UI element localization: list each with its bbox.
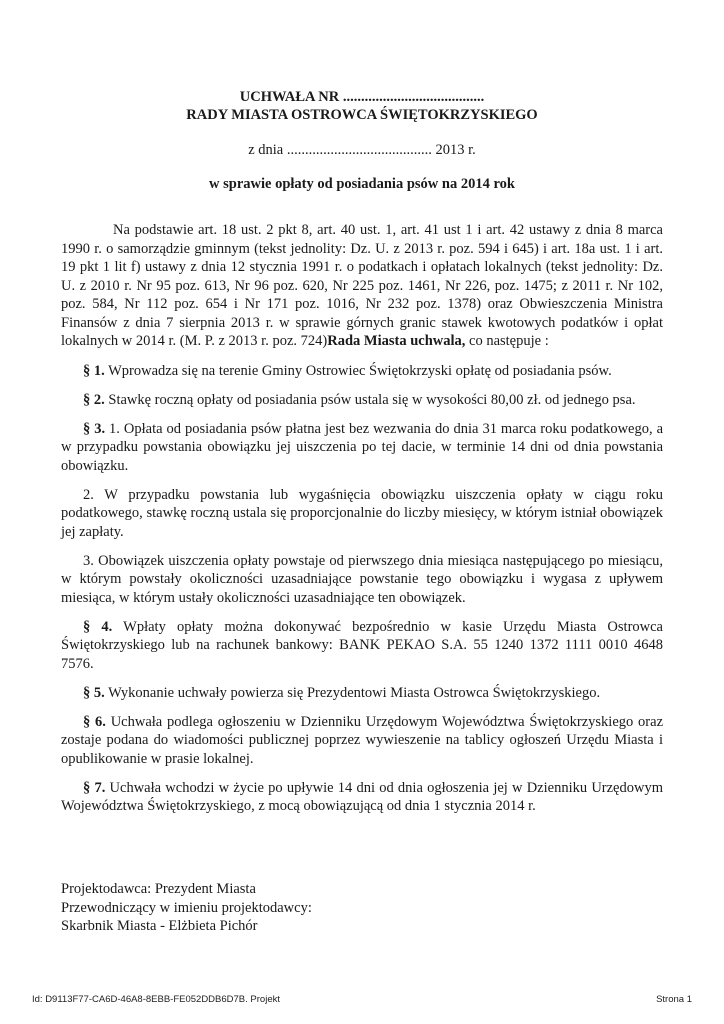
signature-line-chair: Przewodniczący w imieniu projektodawcy: (61, 899, 312, 916)
section-3-point-3 (61, 552, 663, 608)
section-label: § 3. (83, 420, 106, 437)
council-resolves-text: Rada Miasta uchwala, (327, 333, 466, 349)
section-label: § 4. (83, 618, 113, 635)
resolution-date: z dnia ........................................ 2013 r. (248, 142, 476, 158)
resolution-subject: w sprawie opłaty od posiadania psów na 2014 rok (209, 176, 515, 192)
intro-tail-text: co następuje : (465, 333, 549, 349)
council-name-title: RADY MIASTA OSTROWCA ŚWIĘTOKRZYSKIEGO (186, 107, 538, 123)
document-id-footer: Id: D9113F77-CA6D-46A8-8EBB-FE052DDB6D7B. Projekt (32, 994, 280, 1005)
section-2 (61, 391, 663, 410)
section-3-point-1 (61, 420, 663, 476)
section-text: Wykonanie uchwały powierza się Prezydentowi Miasta Ostrowca Świętokrzyskiego. (104, 684, 601, 701)
section-4 (61, 618, 663, 674)
section-text: 1. Opłata od posiadania psów płatna jest bez wezwania do dnia 31 marca roku podatkowego, a w przypadku powstania obowiązku jej uiszczenia po tej dacie, w terminie 14 dni od dnia powstania obowiązku. (61, 420, 664, 474)
section-1 (61, 362, 663, 381)
section-label: § 1. (83, 362, 105, 379)
signature-line-treasurer: Skarbnik Miasta - Elżbieta Pichór (61, 918, 258, 934)
section-5 (61, 684, 663, 703)
legal-basis-text: Na podstawie art. 18 ust. 2 pkt 8, art. 40 ust. 1, art. 41 ust 1 i art. 42 ustawy z dnia 8 marca 1990 r. o samorządzie gminnym (tekst jednolity: Dz. U. z 2013 r. poz. 594 i 645) i art. 18a ust. 1 i art. 19 pkt 1 lit f) ustawy z dnia 12 stycznia 1991 r. o podatkach i opłatach lokalnych (tekst jednolity: Dz. U. z 2010 r. Nr 95 poz. 613, Nr 96 poz. 620, Nr 225 poz. 1461, Nr 226, poz. 1475; z 2011 r. Nr 102, poz. 584, Nr 112 poz. 654 i Nr 171 poz. 1016, Nr 232 poz. 1378) oraz Obwieszczenia Ministra Finansów z dnia 7 sierpnia 2013 r. w sprawie górnych granic stawek kwotowych podatków i opłat lokalnych w 2014 r. (M. P. z 2013 r. poz. 724) (61, 222, 663, 349)
section-text: Uchwała wchodzi w życie po upływie 14 dni od dnia ogłoszenia jej w Dzienniku Urzędowym Województwa Świętokrzyskiego, z mocą obowiązującą od dnia 1 stycznia 2014 r. (61, 779, 663, 814)
section-text: 2. W przypadku powstania lub wygaśnięcia obowiązku uiszczenia opłaty w ciągu roku podatkowego, stawkę roczną ustala się proporcjonalnie do liczby miesięcy, w którym istniał obowiązek jej zapłaty. (61, 486, 663, 540)
legal-basis-paragraph (61, 221, 663, 351)
resolution-body (61, 221, 663, 826)
section-label: § 6. (83, 713, 106, 730)
resolution-number-title: UCHWAŁA NR ....................................... (239, 89, 485, 105)
section-text: Stawkę roczną opłaty od posiadania psów ustala się w wysokości 80,00 zł. od jednego psa. (104, 391, 636, 408)
section-text: 3. Obowiązek uiszczenia opłaty powstaje od pierwszego dnia miesiąca następującego po miesiącu, w którym powstały okoliczności uzasadniające powstanie tego obowiązku i wygasa z upływem miesiąca, w którym ustały okoliczności uzasadniające ten obowiązek. (61, 552, 663, 606)
section-7 (61, 779, 663, 816)
section-6 (61, 713, 663, 769)
signature-block (61, 880, 561, 936)
signature-line-proposer: Projektodawca: Prezydent Miasta (61, 881, 256, 897)
page-number-footer: Strona 1 (656, 994, 692, 1005)
section-text: Uchwała podlega ogłoszeniu w Dzienniku Urzędowym Województwa Świętokrzyskiego oraz zostaje podana do wiadomości publicznej poprzez wywieszenie na tablicy ogłoszeń Urzędu Miasta i opublikowanie w prasie lokalnej. (61, 713, 664, 767)
section-label: § 2. (83, 391, 105, 408)
section-label: § 7. (83, 779, 106, 796)
section-text: Wprowadza się na terenie Gminy Ostrowiec Świętokrzyski opłatę od posiadania psów. (104, 362, 612, 379)
section-label: § 5. (83, 684, 105, 701)
section-text: Wpłaty opłaty można dokonywać bezpośrednio w kasie Urzędu Miasta Ostrowca Świętokrzyskiego lub na rachunek bankowy: BANK PEKAO S.A. 55 1240 1372 1111 0010 4648 7576. (61, 618, 663, 672)
section-3-point-2 (61, 486, 663, 542)
